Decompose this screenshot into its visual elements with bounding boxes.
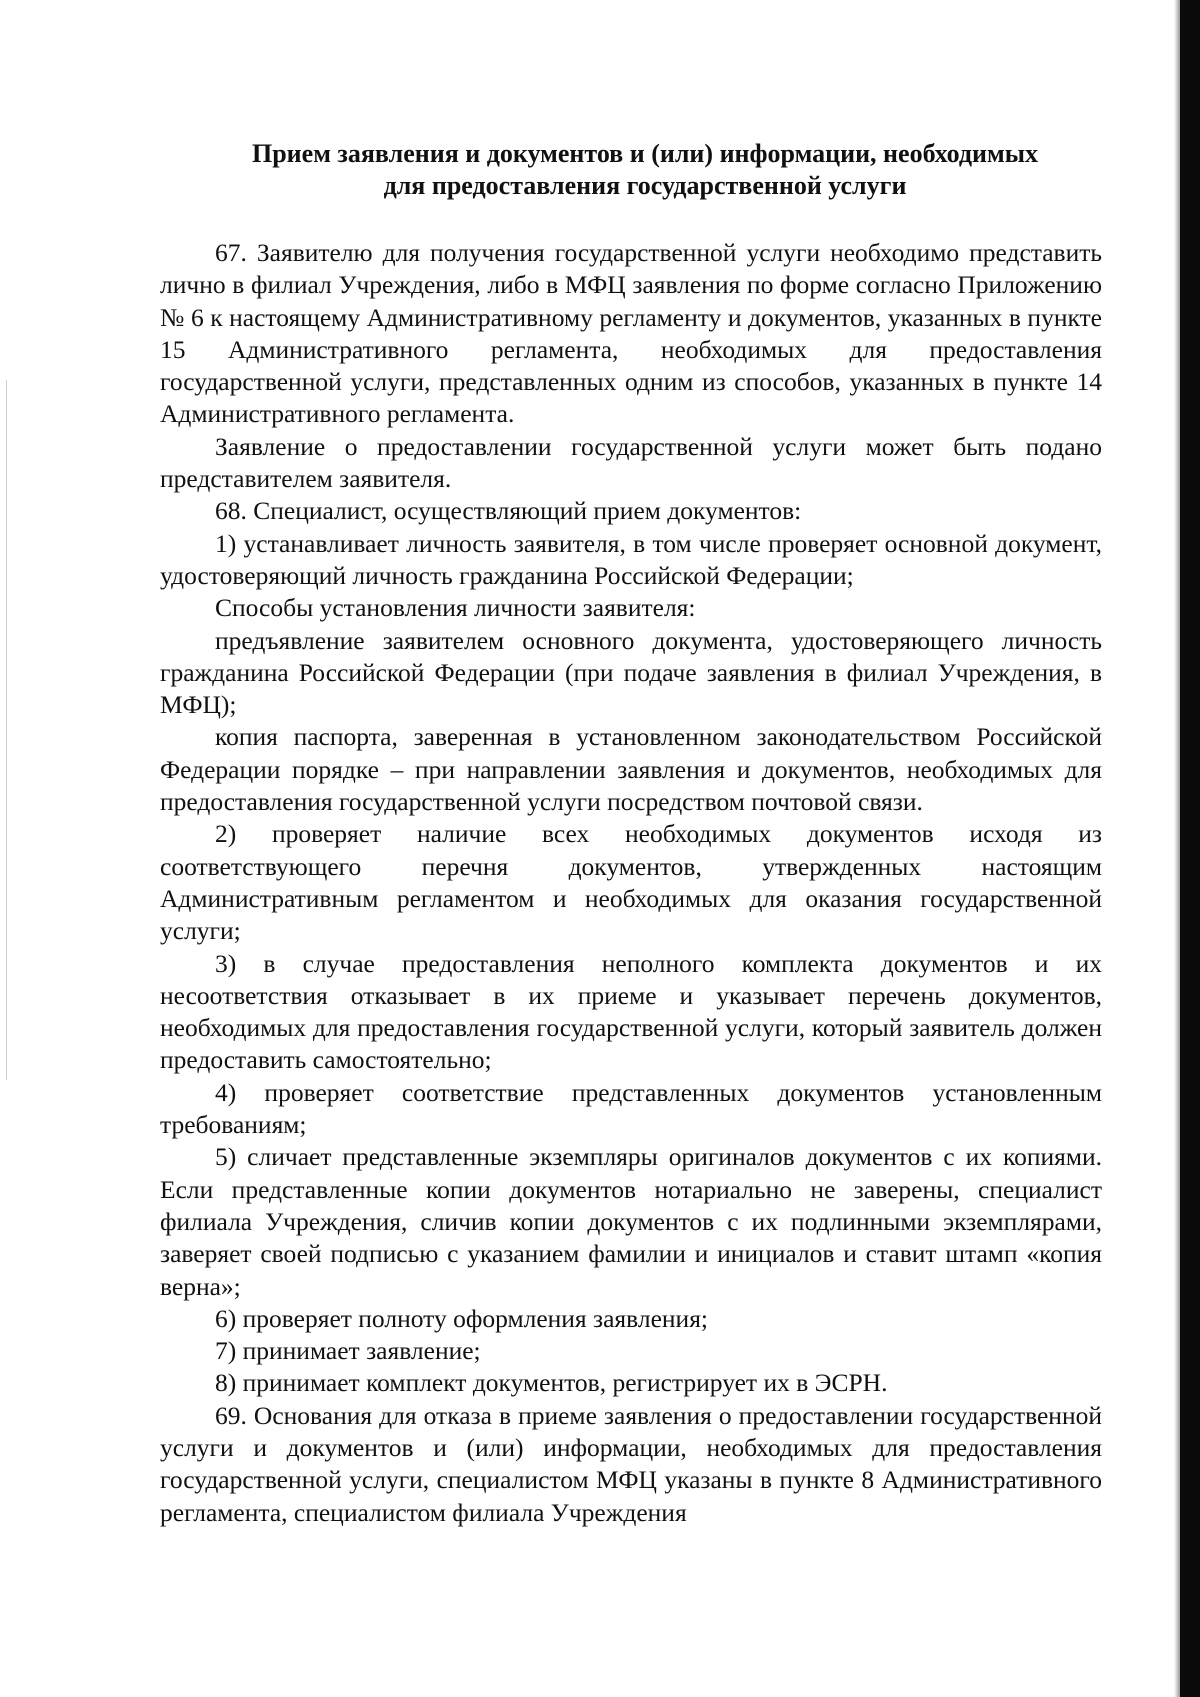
paragraph-identification-methods: Способы установления личности заявителя: (215, 593, 696, 623)
document-page (160, 138, 1102, 1529)
list-item-1: 1) устанавливает личность заявителя, в том числе проверяет основной документ, удостоверяющий личность гражданина Российской Федерации; (160, 528, 1102, 590)
list-item-6: 6) проверяет полноту оформления заявления; (215, 1303, 709, 1333)
list-item-5: 5) сличает представленные экземпляры оригиналов документов с их копиями. Если представленные копии документов нотариально не заверены, специалист филиала Учреждения, сличив копии документов с их подлинными экземплярами, заверяет своей подписью с указанием фамилии и инициалов и ставит штамп «копия верна»; (160, 1142, 1102, 1301)
paragraph-69: 69. Основания для отказа в приеме заявления о предоставлении государственной услуги и документов и (или) информации, необходимых для предоставления государственной услуги, специалистом МФЦ указаны в пункте 8 Административного регламента, специалистом филиала Учреждения (160, 1400, 1102, 1527)
paragraph-representative: Заявление о предоставлении государственной услуги может быть подано представителем заявителя. (160, 431, 1102, 494)
section-title-line-1: Прием заявления и документов и (или) информации, необходимых (251, 139, 1038, 168)
list-item-8: 8) принимает комплект документов, регистрирует их в ЭСРН. (215, 1368, 888, 1398)
paragraph-passport-copy: копия паспорта, заверенная в установленном законодательством Российской Федерации порядке – при направлении заявления и документов, необходимых для предоставления государственной услуги посредством почтовой связи. (160, 722, 1102, 817)
list-item-7: 7) принимает заявление; (215, 1336, 481, 1366)
list-item-2: 2) проверяет наличие всех необходимых документов исходя из соответствующего перечня документов, утвержденных настоящим Административным регламентом и необходимых для оказания государственной услуги; (160, 819, 1102, 946)
scan-margin-line (6, 380, 7, 1080)
list-item-4: 4) проверяет соответствие представленных документов установленным требованиям; (160, 1077, 1102, 1140)
scan-edge (1180, 0, 1200, 1697)
section-title-line-2: для предоставления государственной услуги (383, 171, 907, 200)
list-item-3: 3) в случае предоставления неполного комплекта документов и их несоответствия отказывает в их приеме и указывает перечень документов, необходимых для предоставления государственной услуги, который заявитель должен предоставить самостоятельно; (160, 948, 1102, 1075)
section-title (188, 138, 1102, 202)
paragraph-68: 68. Специалист, осуществляющий прием документов: (215, 496, 802, 526)
document-body (160, 237, 1102, 1529)
paragraph-present-document: предъявление заявителем основного документа, удостоверяющего личность гражданина Российской Федерации (при подаче заявления в филиал Учреждения, в МФЦ); (160, 625, 1102, 720)
paragraph-67: 67. Заявителю для получения государственной услуги необходимо представить лично в филиал Учреждения, либо в МФЦ заявления по форме согласно Приложению № 6 к настоящему Административному регламенту и документов, указанных в пункте 15 Административного регламента, необходимых для предоставления государственной услуги, представленных одним из способов, указанных в пункте 14 Административного регламента. (160, 238, 1102, 429)
